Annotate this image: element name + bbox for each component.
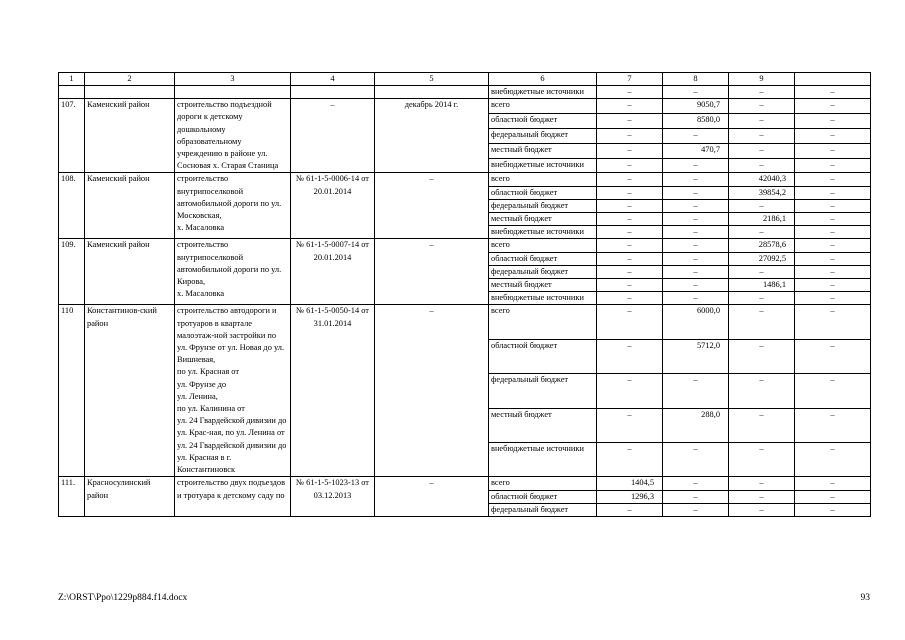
table-row bbox=[59, 99, 871, 114]
value-cell: – bbox=[729, 305, 795, 339]
value-cell: – bbox=[795, 442, 871, 476]
value-cell: – bbox=[597, 99, 663, 114]
column-header: 7 bbox=[597, 73, 663, 86]
completion-date: декабрь 2014 г. bbox=[375, 99, 489, 173]
permit-document: № 61-1-5-0050-14 от 31.01.2014 bbox=[291, 305, 375, 477]
value-cell: – bbox=[597, 199, 663, 212]
value-cell: – bbox=[795, 226, 871, 239]
object-description: строительство внутрипоселковой автомобильной дороги по ул. Московская, х. Масаловка bbox=[175, 173, 291, 239]
entry-number: 109. bbox=[59, 239, 85, 305]
value-cell: 9050,7 bbox=[663, 99, 729, 114]
value-cell: – bbox=[795, 158, 871, 173]
value-cell: – bbox=[597, 226, 663, 239]
value-cell: – bbox=[663, 265, 729, 278]
value-cell: – bbox=[663, 374, 729, 408]
empty-cell bbox=[59, 86, 85, 99]
funding-source: внебюджетные источники bbox=[489, 292, 597, 305]
value-cell: 6000,0 bbox=[663, 305, 729, 339]
value-cell: – bbox=[729, 265, 795, 278]
table-body bbox=[59, 73, 871, 517]
funding-source: внебюджетные источники bbox=[489, 442, 597, 476]
value-cell: – bbox=[795, 143, 871, 158]
object-description: строительство внутрипоселковой автомобильной дороги по ул. Кирова, х. Масаловка bbox=[175, 239, 291, 305]
entry-number: 110 bbox=[59, 305, 85, 477]
value-cell: – bbox=[597, 339, 663, 373]
empty-cell bbox=[175, 86, 291, 99]
value-cell: 470,7 bbox=[663, 143, 729, 158]
value-cell: – bbox=[729, 339, 795, 373]
value-cell: – bbox=[597, 128, 663, 143]
value-cell: 8580,0 bbox=[663, 114, 729, 129]
funding-source: всего bbox=[489, 305, 597, 339]
value-cell: – bbox=[729, 408, 795, 442]
funding-source: местный бюджет bbox=[489, 279, 597, 292]
value-cell: – bbox=[597, 408, 663, 442]
column-header-row bbox=[59, 73, 871, 86]
value-cell: 1296,3 bbox=[597, 490, 663, 503]
value-cell: – bbox=[795, 252, 871, 265]
funding-source: местный бюджет bbox=[489, 408, 597, 442]
value-cell: – bbox=[795, 213, 871, 226]
value-cell: – bbox=[663, 279, 729, 292]
value-cell: – bbox=[795, 186, 871, 199]
value-cell: – bbox=[729, 490, 795, 503]
value-cell: – bbox=[597, 213, 663, 226]
object-description: строительство двух подъездов и тротуара к детскому саду по bbox=[175, 477, 291, 517]
funding-source: федеральный бюджет bbox=[489, 265, 597, 278]
funding-source: областной бюджет bbox=[489, 186, 597, 199]
column-header: 9 bbox=[729, 73, 795, 86]
empty-cell bbox=[375, 86, 489, 99]
value-cell: – bbox=[795, 99, 871, 114]
investment-table bbox=[58, 72, 871, 517]
value-cell: – bbox=[795, 374, 871, 408]
funding-source: всего bbox=[489, 477, 597, 490]
value-cell: – bbox=[729, 477, 795, 490]
continuation-row bbox=[59, 86, 871, 99]
column-header: 4 bbox=[291, 73, 375, 86]
value-cell: 288,0 bbox=[663, 408, 729, 442]
permit-document: – bbox=[291, 99, 375, 173]
object-description: строительство подъездной дороги к детскому дошкольному образовательному учреждению в районе ул. Сосновая х. Старая Станица bbox=[175, 99, 291, 173]
funding-source: федеральный бюджет bbox=[489, 199, 597, 212]
value-cell: – bbox=[795, 199, 871, 212]
funding-source: федеральный бюджет bbox=[489, 128, 597, 143]
funding-source: федеральный бюджет bbox=[489, 374, 597, 408]
value-cell: – bbox=[729, 442, 795, 476]
value-cell: – bbox=[663, 252, 729, 265]
funding-source: всего bbox=[489, 173, 597, 186]
value-cell: – bbox=[795, 86, 871, 99]
completion-date: – bbox=[375, 173, 489, 239]
value-cell: – bbox=[795, 305, 871, 339]
empty-cell bbox=[85, 86, 175, 99]
value-cell: – bbox=[663, 173, 729, 186]
permit-document: № 61-1-5-0007-14 от 20.01.2014 bbox=[291, 239, 375, 305]
value-cell: – bbox=[795, 239, 871, 252]
value-cell: 5712,0 bbox=[663, 339, 729, 373]
table-row bbox=[59, 305, 871, 339]
funding-source: всего bbox=[489, 239, 597, 252]
value-cell: – bbox=[663, 86, 729, 99]
value-cell: – bbox=[729, 86, 795, 99]
value-cell: 1486,1 bbox=[729, 279, 795, 292]
permit-document: № 61-1-5-0006-14 от 20.01.2014 bbox=[291, 173, 375, 239]
table-row bbox=[59, 239, 871, 252]
value-cell: – bbox=[597, 158, 663, 173]
value-cell: – bbox=[597, 114, 663, 129]
column-header: 2 bbox=[85, 73, 175, 86]
value-cell: – bbox=[795, 173, 871, 186]
district-name: Каменский район bbox=[85, 99, 175, 173]
value-cell: – bbox=[729, 99, 795, 114]
value-cell: 1404,5 bbox=[597, 477, 663, 490]
district-name: Каменский район bbox=[85, 173, 175, 239]
funding-source: местный бюджет bbox=[489, 143, 597, 158]
funding-source: местный бюджет bbox=[489, 213, 597, 226]
funding-source: областной бюджет bbox=[489, 339, 597, 373]
value-cell: – bbox=[597, 173, 663, 186]
funding-source: областной бюджет bbox=[489, 252, 597, 265]
funding-source: областной бюджет bbox=[489, 114, 597, 129]
value-cell: – bbox=[663, 490, 729, 503]
value-cell: – bbox=[597, 86, 663, 99]
value-cell: – bbox=[663, 186, 729, 199]
value-cell: – bbox=[729, 128, 795, 143]
value-cell: – bbox=[729, 503, 795, 516]
value-cell: – bbox=[795, 503, 871, 516]
value-cell: – bbox=[795, 339, 871, 373]
completion-date: – bbox=[375, 239, 489, 305]
value-cell: 39854,2 bbox=[729, 186, 795, 199]
value-cell: – bbox=[729, 199, 795, 212]
value-cell: – bbox=[663, 128, 729, 143]
column-header: 6 bbox=[489, 73, 597, 86]
value-cell: – bbox=[663, 226, 729, 239]
funding-source: областной бюджет bbox=[489, 490, 597, 503]
table-row bbox=[59, 173, 871, 186]
value-cell: – bbox=[729, 374, 795, 408]
value-cell: – bbox=[729, 292, 795, 305]
value-cell: – bbox=[597, 503, 663, 516]
funding-source: федеральный бюджет bbox=[489, 503, 597, 516]
value-cell: 27092,5 bbox=[729, 252, 795, 265]
value-cell: – bbox=[729, 114, 795, 129]
funding-source: внебюджетные источники bbox=[489, 158, 597, 173]
value-cell: – bbox=[663, 503, 729, 516]
entry-number: 108. bbox=[59, 173, 85, 239]
value-cell: 42040,3 bbox=[729, 173, 795, 186]
value-cell: – bbox=[795, 408, 871, 442]
value-cell: – bbox=[597, 305, 663, 339]
value-cell: – bbox=[663, 442, 729, 476]
value-cell: – bbox=[597, 374, 663, 408]
column-header: 3 bbox=[175, 73, 291, 86]
value-cell: – bbox=[597, 279, 663, 292]
funding-source: всего bbox=[489, 99, 597, 114]
value-cell: – bbox=[795, 292, 871, 305]
value-cell: – bbox=[597, 239, 663, 252]
value-cell: – bbox=[795, 477, 871, 490]
funding-source: внебюджетные источники bbox=[489, 226, 597, 239]
column-header bbox=[795, 73, 871, 86]
object-description: строительство автодороги и тротуаров в квартале малоэтаж-ной застройки по ул. Фрунзе от ул. Новая до ул. Вишневая, по ул. Красная от ул. Фрунзе до ул. Ленина, по ул. Калинина от ул. 24 Гвардейской дивизии до ул. Крас-ная, по ул. Ленина от ул. 24 Гвардейской дивизии до ул. Красная в г. Константиновск bbox=[175, 305, 291, 477]
district-name: Константинов-ский район bbox=[85, 305, 175, 477]
value-cell: – bbox=[795, 490, 871, 503]
value-cell: – bbox=[729, 226, 795, 239]
entry-number: 107. bbox=[59, 99, 85, 173]
value-cell: – bbox=[597, 143, 663, 158]
value-cell: – bbox=[663, 213, 729, 226]
value-cell: – bbox=[795, 265, 871, 278]
value-cell: – bbox=[663, 199, 729, 212]
permit-document: № 61-1-5-1023-13 от 03.12.2013 bbox=[291, 477, 375, 517]
completion-date: – bbox=[375, 305, 489, 477]
column-header: 8 bbox=[663, 73, 729, 86]
value-cell: – bbox=[663, 239, 729, 252]
district-name: Каменский район bbox=[85, 239, 175, 305]
column-header: 5 bbox=[375, 73, 489, 86]
value-cell: – bbox=[795, 114, 871, 129]
value-cell: – bbox=[795, 128, 871, 143]
value-cell: – bbox=[795, 279, 871, 292]
page-number: 93 bbox=[860, 593, 870, 603]
funding-source: внебюджетные источники bbox=[489, 86, 597, 99]
value-cell: – bbox=[663, 292, 729, 305]
value-cell: 28578,6 bbox=[729, 239, 795, 252]
value-cell: – bbox=[663, 158, 729, 173]
value-cell: – bbox=[729, 158, 795, 173]
value-cell: – bbox=[597, 252, 663, 265]
entry-number: 111. bbox=[59, 477, 85, 517]
value-cell: – bbox=[597, 186, 663, 199]
value-cell: – bbox=[663, 477, 729, 490]
value-cell: – bbox=[597, 265, 663, 278]
table-row bbox=[59, 477, 871, 490]
value-cell: – bbox=[597, 442, 663, 476]
column-header: 1 bbox=[59, 73, 85, 86]
district-name: Красносулинский район bbox=[85, 477, 175, 517]
value-cell: – bbox=[729, 143, 795, 158]
value-cell: 2186,1 bbox=[729, 213, 795, 226]
footer-file-path: Z:\ORST\Ppo\1229p884.f14.docx bbox=[58, 593, 188, 603]
completion-date: – bbox=[375, 477, 489, 517]
empty-cell bbox=[291, 86, 375, 99]
value-cell: – bbox=[597, 292, 663, 305]
